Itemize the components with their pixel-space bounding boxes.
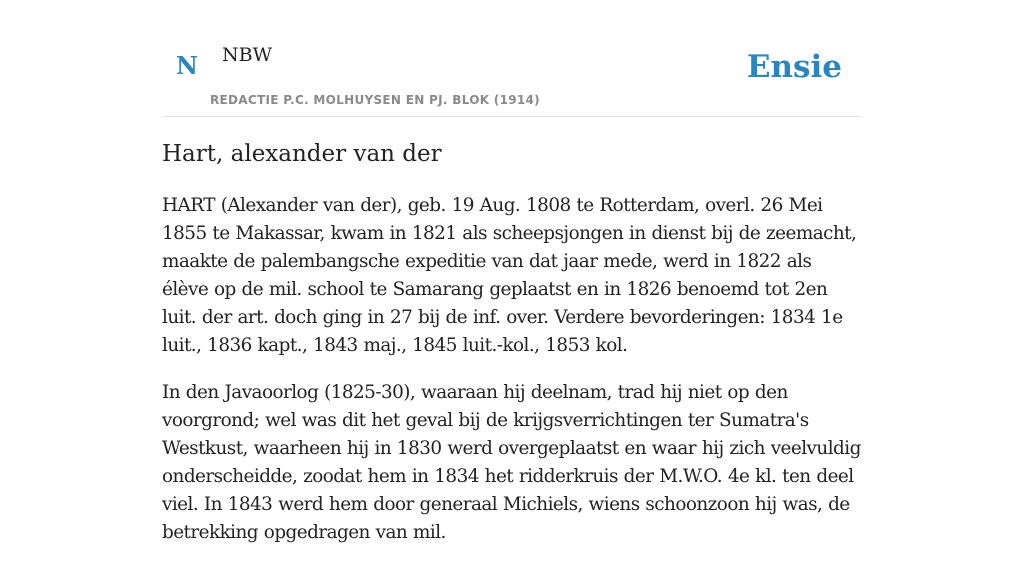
source-editors: REDACTIE P.C. MOLHUYSEN EN PJ. BLOK (1914) [210, 93, 540, 107]
article-paragraph: In den Javaoorlog (1825-30), waaraan hij deelnam, trad hij niet op den voorgrond; wel was dit het geval bij de krijgsverrichtingen ter Sumatra's Westkust, waarheen hij in 1830 werd overgeplaatst en waar hij zich veelvuldig onderscheidde, zoodat hem in 1834 het ridderkruis der M.W.O. 4e kl. ten deel viel. In 1843 werd hem door generaal Michiels, wiens schoonzoon hij was, de betrekking opgedragen van mil. [162, 382, 861, 543]
source-name[interactable]: NBW [222, 44, 273, 66]
article-paragraph: HART (Alexander van der), geb. 19 Aug. 1808 te Rotterdam, overl. 26 Mei 1855 te Makassar, kwam in 1821 als scheepsjongen in dienst bij de zeemacht, maakte de palembangsche expeditie van dat jaar mede, werd in 1822 als élève op de mil. school te Samarang geplaatst en in 1826 benoemd tot 2en luit. der art. doch ging in 27 bij de inf. over. Verdere bevorderingen: 1834 1e luit., 1836 kapt., 1843 maj., 1845 luit.-kol., 1853 kol. [162, 195, 857, 356]
source-logo-icon: N [176, 51, 198, 80]
article-source-header [162, 0, 862, 117]
ensie-logo-link[interactable]: Ensie [746, 49, 842, 85]
article-body [162, 192, 862, 566]
article-title: Hart, alexander van der [162, 141, 442, 167]
